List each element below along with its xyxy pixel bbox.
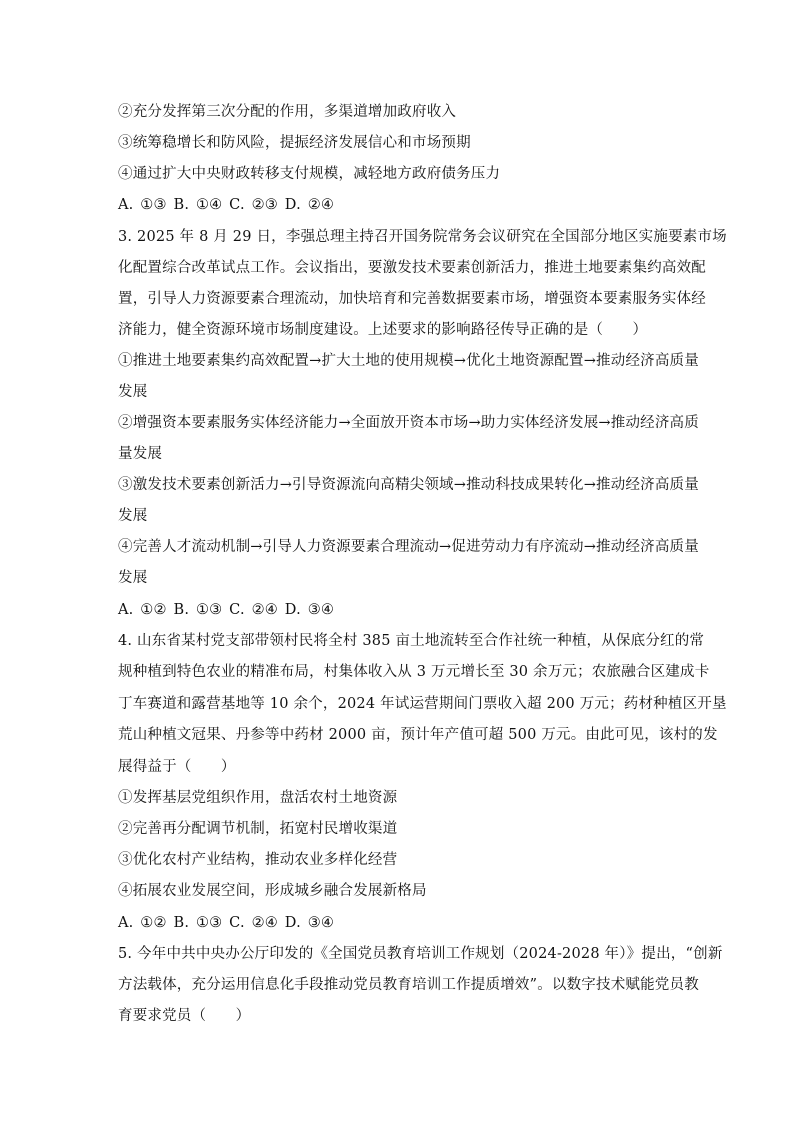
q3-option-2-line-1: ②增强资本要素服务实体经济能力→全面放开资本市场→助力实体经济发展→推动经济高质 <box>118 415 699 431</box>
q3-option-4-line-2: 发展 <box>118 570 148 586</box>
q3-option-1-line-1: ①推进土地要素集约高效配置→扩大土地的使用规模→优化土地资源配置→推动经济高质量 <box>118 353 699 369</box>
q3-option-3-line-1: ③激发技术要素创新活力→引导资源流向高精尖领域→推动科技成果转化→推动经济高质量 <box>118 477 699 493</box>
q2-option-4: ④通过扩大中央财政转移支付规模，减轻地方政府债务压力 <box>118 166 501 182</box>
q2-choices: A. ①③ B. ①④ C. ②③ D. ②④ <box>118 197 335 213</box>
q2-option-2: ②充分发挥第三次分配的作用，多渠道增加政府收入 <box>118 104 457 120</box>
q5-stem-line-2: 方法载体，充分运用信息化手段推动党员教育培训工作提质增效”。以数字技术赋能党员教 <box>118 977 699 993</box>
q4-stem-line-1: 4. 山东省某村党支部带领村民将全村 385 亩土地流转至合作社统一种植，从保底分红的常 <box>118 633 705 649</box>
q4-option-1: ①发挥基层党组织作用，盘活农村土地资源 <box>118 790 398 806</box>
q3-option-3-line-2: 发展 <box>118 508 148 524</box>
q4-option-3: ③优化农村产业结构，推动农业多样化经营 <box>118 852 398 868</box>
q5-stem-line-1: 5. 今年中共中央办公厅印发的《全国党员教育培训工作规划（2024-2028 年）》提出，“创新 <box>118 946 723 962</box>
q3-option-4-line-1: ④完善人才流动机制→引导人力资源要素合理流动→促进劳动力有序流动→推动经济高质量 <box>118 539 699 555</box>
q4-stem-line-2: 规种植到特色农业的精准布局，村集体收入从 3 万元增长至 30 余万元；农旅融合区建成卡 <box>118 664 710 680</box>
q3-stem-line-1: 3. 2025 年 8 月 29 日，李强总理主持召开国务院常务会议研究在全国部分地区实施要素市场 <box>118 229 727 245</box>
q3-stem-line-2: 化配置综合改革试点工作。会议指出，要激发技术要素创新活力，推进土地要素集约高效配 <box>118 260 706 276</box>
q4-stem-line-5: 展得益于（ ） <box>118 759 236 775</box>
q3-choices: A. ①② B. ①③ C. ②④ D. ③④ <box>118 602 335 618</box>
q4-option-2: ②完善再分配调节机制，拓宽村民增收渠道 <box>118 821 398 837</box>
q4-option-4: ④拓展农业发展空间，形成城乡融合发展新格局 <box>118 883 427 899</box>
q4-choices: A. ①② B. ①③ C. ②④ D. ③④ <box>118 915 335 931</box>
q3-stem-line-4: 济能力，健全资源环境市场制度建设。上述要求的影响路径传导正确的是（ ） <box>118 322 648 338</box>
q4-stem-line-3: 丁车赛道和露营基地等 10 余个，2024 年试运营期间门票收入超 200 万元；药材种植区开垦 <box>118 696 727 712</box>
q3-option-1-line-2: 发展 <box>118 384 148 400</box>
q4-stem-line-4: 荒山种植文冠果、丹参等中药材 2000 亩，预计年产值可超 500 万元。由此可见，该村的发 <box>118 727 718 743</box>
q3-stem-line-3: 置，引导人力资源要素合理流动，加快培育和完善数据要素市场，增强资本要素服务实体经 <box>118 291 706 307</box>
q3-option-2-line-2: 量发展 <box>118 446 163 462</box>
q5-stem-line-3: 育要求党员（ ） <box>118 1008 251 1024</box>
q2-option-3: ③统筹稳增长和防风险，提振经济发展信心和市场预期 <box>118 135 471 151</box>
